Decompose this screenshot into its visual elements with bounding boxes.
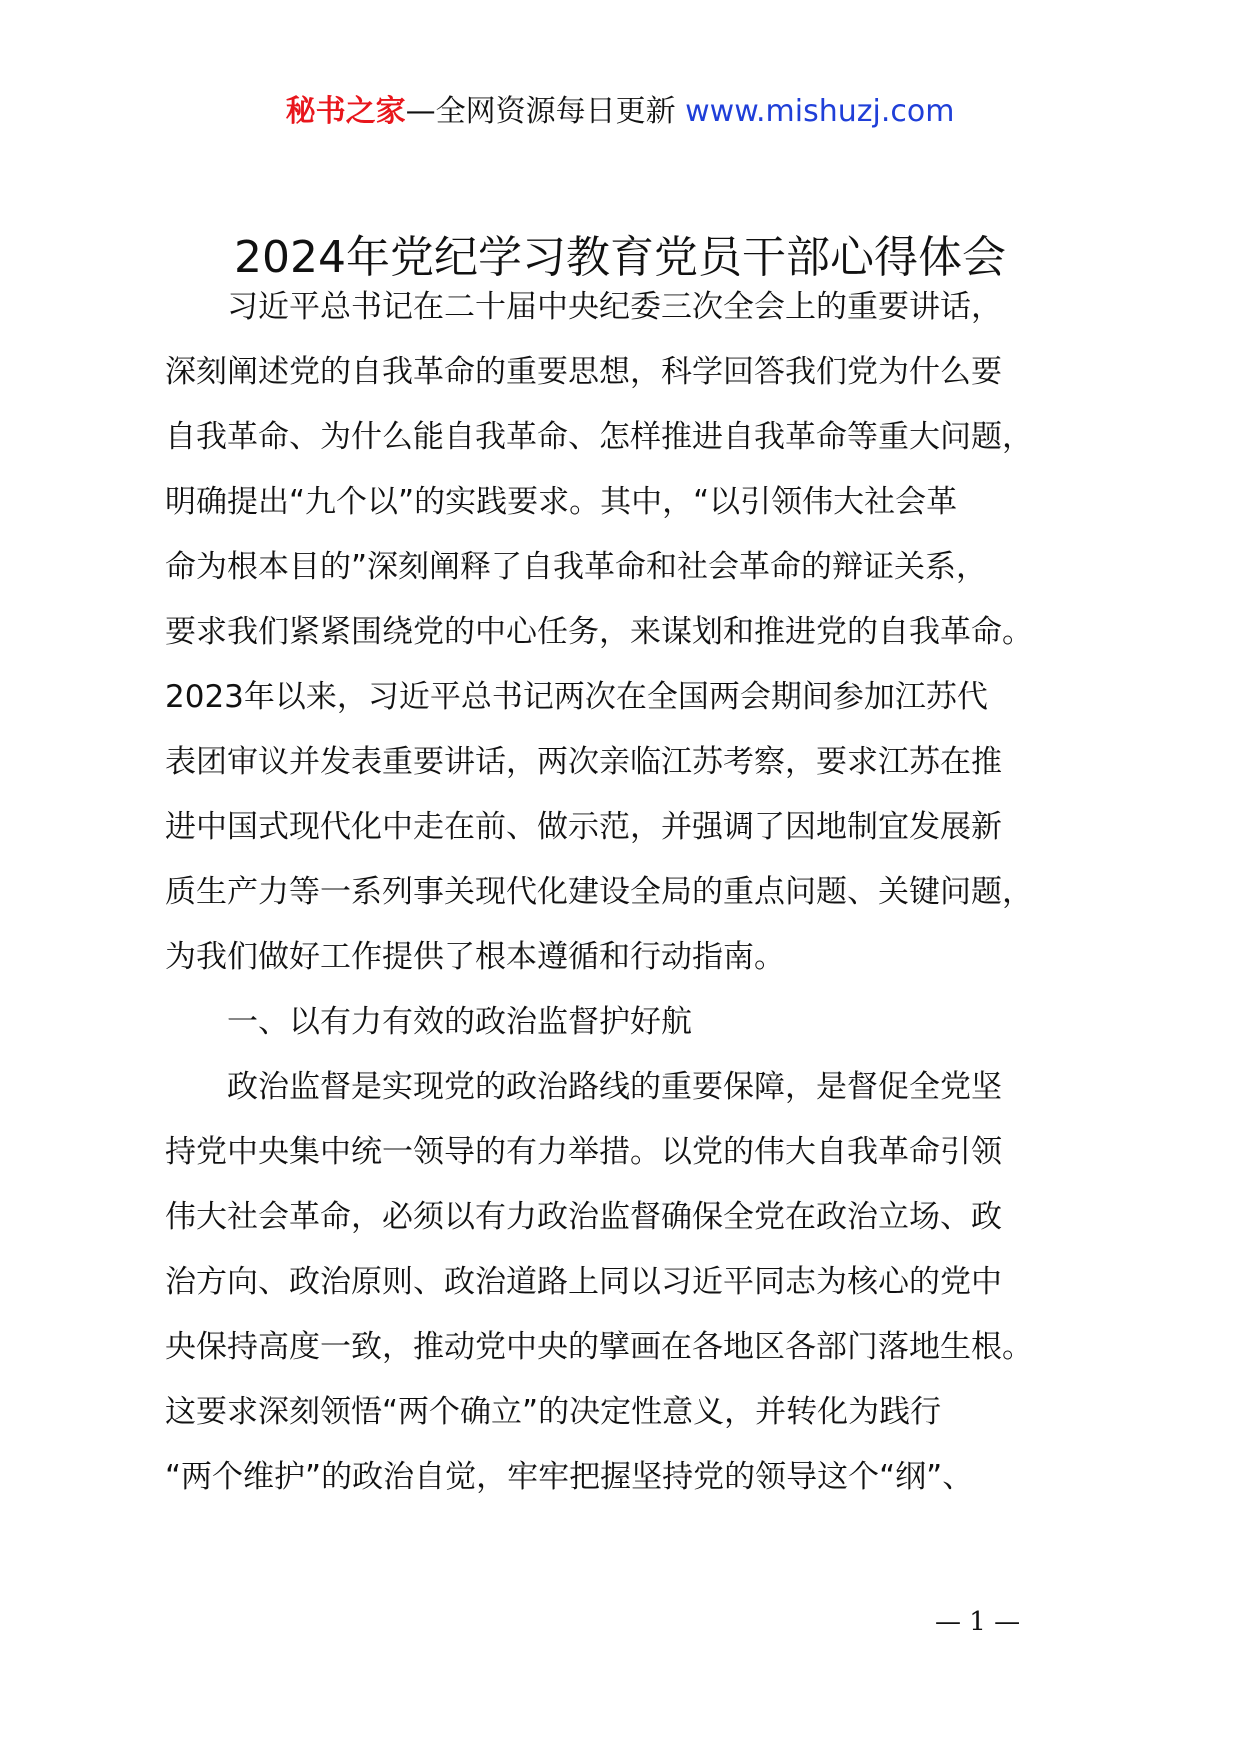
body-line: 进中国式现代化中走在前、做示范，并强调了因地制宜发展新 (165, 809, 1002, 845)
section-heading: 一、以有力有效的政治监督护好航 (165, 1004, 692, 1040)
body-line: “两个维护”的政治自觉，牢牢把握坚持党的领导这个“纲”、 (165, 1459, 974, 1495)
document-body (165, 275, 1125, 1510)
body-line: 治方向、政治原则、政治道路上同以习近平同志为核心的党中 (165, 1264, 1002, 1300)
body-line: 央保持高度一致，推动党中央的擘画在各地区各部门落地生根。 (165, 1329, 1033, 1365)
body-line: 伟大社会革命，必须以有力政治监督确保全党在政治立场、政 (165, 1199, 1002, 1235)
body-line: 自我革命、为什么能自我革命、怎样推进自我革命等重大问题， (165, 419, 1033, 455)
site-header (0, 92, 1240, 132)
body-line: 表团审议并发表重要讲话，两次亲临江苏考察，要求江苏在推 (165, 744, 1002, 780)
body-line: 明确提出“九个以”的实践要求。其中，“以引领伟大社会革 (165, 484, 958, 520)
site-url-link[interactable]: www.mishuzj.com (685, 94, 955, 129)
site-tagline: —全网资源每日更新 (405, 94, 686, 129)
body-line: 习近平总书记在二十届中央纪委三次全会上的重要讲话， (165, 289, 1002, 325)
body-line: 持党中央集中统一领导的有力举措。以党的伟大自我革命引领 (165, 1134, 1002, 1170)
body-line: 这要求深刻领悟“两个确立”的决定性意义，并转化为践行 (165, 1394, 942, 1430)
body-line: 为我们做好工作提供了根本遵循和行动指南。 (165, 939, 785, 975)
document-title: 2024年党纪学习教育党员干部心得体会 (234, 232, 1006, 283)
body-line: 政治监督是实现党的政治路线的重要保障，是督促全党坚 (165, 1069, 1002, 1105)
body-line: 命为根本目的”深刻阐释了自我革命和社会革命的辩证关系， (165, 549, 988, 585)
body-line: 要求我们紧紧围绕党的中心任务，来谋划和推进党的自我革命。 (165, 614, 1033, 650)
site-brand: 秘书之家 (285, 94, 406, 129)
body-line: 深刻阐述党的自我革命的重要思想，科学回答我们党为什么要 (165, 354, 1002, 390)
body-line: 质生产力等一系列事关现代化建设全局的重点问题、关键问题， (165, 874, 1033, 910)
body-line: 2023年以来，习近平总书记两次在全国两会期间参加江苏代 (165, 679, 988, 715)
page-number: — 1 — (935, 1607, 1021, 1637)
